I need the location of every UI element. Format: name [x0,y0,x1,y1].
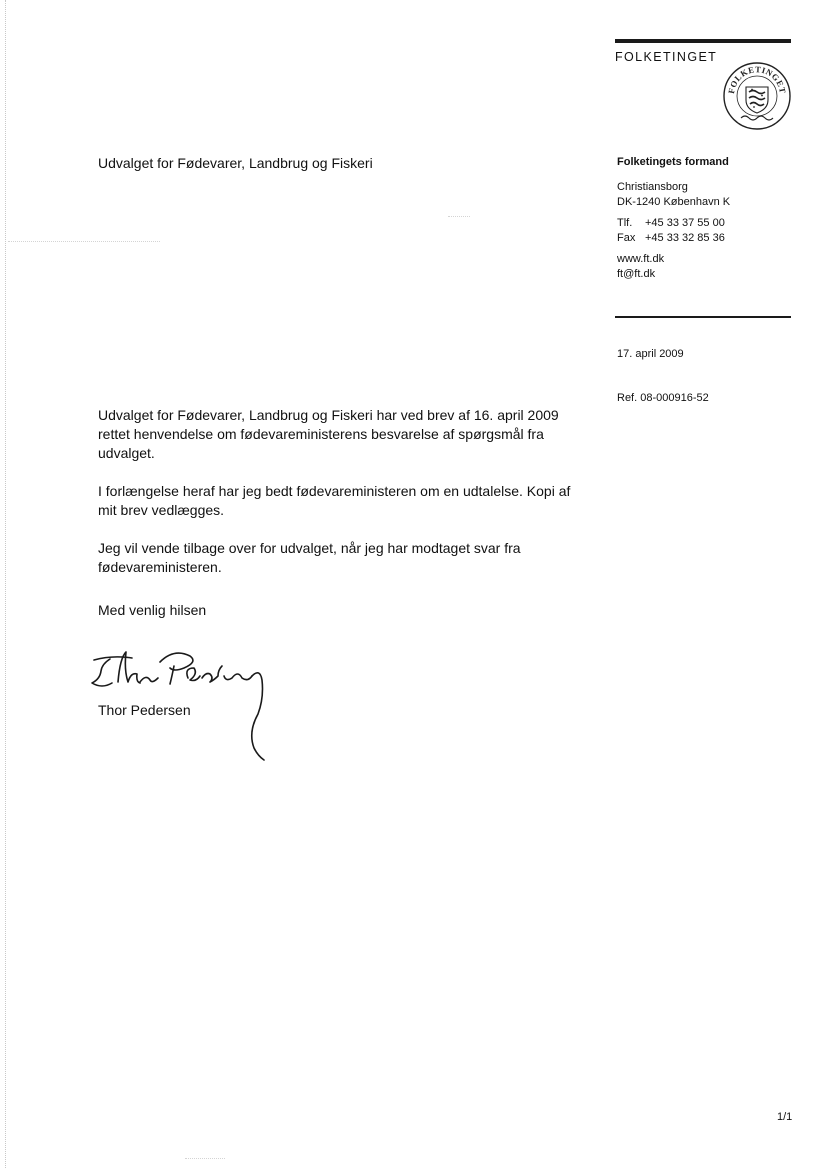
body-paragraph: Jeg vil vende tilbage over for udvalget, når jeg har modtaget svar fra fødevareministeren. [98,540,521,575]
letterhead-name: FOLKETINGET [615,50,718,64]
website-link: www.ft.dk [617,253,665,265]
phone-number: +45 33 37 55 00 [645,217,725,229]
scan-artifact [8,241,160,242]
fax-label: Fax [617,232,636,244]
recipient: Udvalget for Fødevarer, Landbrug og Fiskeri [98,155,373,171]
reference-number: Ref. 08-000916-52 [617,392,709,404]
email-link: ft@ft.dk [617,268,656,280]
svg-text:FOLKETINGET: FOLKETINGET [725,64,789,95]
address-line: Christiansborg [617,181,688,193]
closing-salutation: Med venlig hilsen [98,602,207,618]
scan-artifact [448,216,470,217]
phone-label: Tlf. [617,217,633,229]
signer-name: Thor Pedersen [98,702,191,718]
body-paragraph: Udvalget for Fødevarer, Landbrug og Fiskeri har ved brev af 16. april 2009 rettet henvendelse om fødevareministerens besvarelse af spørgsmål fra udvalget. [98,407,559,461]
page-number: 1/1 [777,1111,793,1123]
date-rule [615,316,791,318]
letter-date: 17. april 2009 [617,348,684,360]
fax-number: +45 33 32 85 36 [645,232,725,244]
page-left-edge [5,0,6,1168]
letterhead-rule [615,39,791,43]
sender-title: Folketingets formand [617,156,729,168]
scan-artifact [185,1158,225,1159]
fax-row [617,231,730,246]
letter-body [98,406,578,620]
sender-block [617,155,730,282]
phone-row [617,216,730,231]
address-line: DK-1240 København K [617,196,731,208]
body-paragraph: I forlængelse heraf har jeg bedt fødevareministeren om en udtalelse. Kopi af mit brev vedlægges. [98,483,571,518]
folketinget-seal-logo [723,62,791,130]
